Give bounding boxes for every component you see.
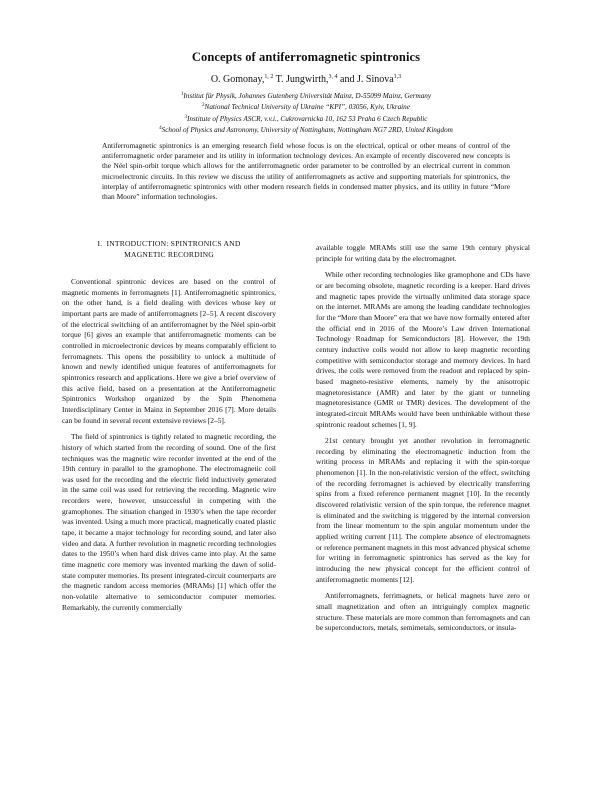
body-paragraph: available toggle MRAMs still use the same 19th century physical principle for writing data by the electromagnet. <box>316 243 530 263</box>
section-title-line1: INTRODUCTION: SPINTRONICS AND <box>106 239 241 248</box>
section-title-line2: MAGNETIC RECORDING <box>124 250 214 259</box>
affiliation-mark: 1 <box>180 92 184 97</box>
section-heading <box>62 238 276 260</box>
author-affil-mark: 1, 2 <box>264 74 274 80</box>
author-name: and J. Sinova <box>340 74 394 85</box>
affiliation-text: Institut für Physik, Johannes Gutenberg Universität Mainz, D-55099 Mainz, Germany <box>183 92 432 100</box>
affiliation-mark: 3 <box>184 114 187 120</box>
affiliation-text: National Technical University of Ukraine “KPI”, 03056, Kyiv, Ukraine <box>204 103 410 112</box>
body-paragraph: Antiferromagnets, ferrimagnets, or helical magnets have zero or small magnetization and often an intriguingly complex magnetic structure. These materials are more common than ferromagnets and can be superconductors, metals, semimetals, semiconductors, or insula- <box>316 591 530 633</box>
affiliation <box>0 113 612 124</box>
author-list <box>0 74 612 85</box>
paper-title: Concepts of antiferromagnetic spintronics <box>191 50 421 64</box>
right-column <box>316 243 530 640</box>
affiliation-text: School of Physics and Astronomy, University of Nottingham, Nottingham NG7 2RD, United Kingdom <box>161 126 453 135</box>
abstract: Antiferromagnetic spintronics is an emerging research field whose focus is on the electrical, optical or other means of control of the antiferromagnetic order parameter and its utility in information technology devices. An example of recently discovered new concepts is the Néel spin-orbit torque which allows for the antiferromagnetic order parameter to be controlled by an electrical current in common microelectronic circuits. In this review we discuss the utility of antiferromagnets as active and supporting materials for spintronics, the interplay of antiferromagnetic spintronics with other modern research fields in condensed matter physics, and its utility in future “More than Moore” information technologies. <box>102 141 510 202</box>
affiliations <box>0 90 612 136</box>
affiliation-mark: 2 <box>202 103 205 109</box>
body-paragraph: 21st century brought yet another revolution in ferromagnetic recording by eliminating the electromagnetic induction from the writing process in MRAMs and replacing it with the spin-torque phenomenon [1]. In the non-relativistic version of the effect, switching of the recording ferromagnet is achieved by electrically transferring spins from a fixed reference permanent magnet [10]. In the recently discovered relativistic version of the spin torque, the reference magnet is eliminated and the switching is triggered by the internal conversion from the linear momentum to the spin angular momentum under the applied writing current [11]. The complete absence of electromagnets or reference permanent magnets in this most advanced physical scheme for writing in ferromagnetic spintronics has served as the key for introducing the new physical concept for the efficient control of antiferromagnetic moments [12]. <box>316 436 530 584</box>
affiliation <box>0 90 612 101</box>
left-column <box>62 238 276 619</box>
author-affil-mark: 3, 4 <box>328 74 338 80</box>
section-heading-line <box>62 238 276 249</box>
body-paragraph: Conventional spintronic devices are based on the control of magnetic moments in ferromagnets [1]. Antiferromagnetic spintronics, on the other hand, is a field dealing with devices whose key or important parts are made of antiferromagnets [2–5]. A recent discovery of the electrical switching of an antiferromagnet by the Néel spin-orbit torque [6] gives an example that antiferromagnetic moments can be controlled in microelectronic devices by means comparably efficient to ferromagnets. This opens the possibility to unlock a multitude of known and newly identified unique features of antiferromagnets for spintronics research and applications. Here we give a brief overview of this active field, based on a presentation at the Antiferromagnetic Spintronics Workshop organized by the Spin Phenomena Interdisciplinary Center in Mainz in September 2016 [7]. More details can be found in several recent extensive reviews [2–5]. <box>62 277 276 425</box>
author-affil-mark: 1,3 <box>393 74 402 80</box>
affiliation-mark: 4 <box>159 126 162 132</box>
body-paragraph: The field of spintronics is tightly related to magnetic recording, the history of which started from the recording of sound. One of the first techniques was the magnetic wire recorder invented at the end of the 19th century in parallel to the gramophone. The electromagnetic coil was used for the recording and the electric field inductively generated in the same coil was used for retrieving the recording. Magnetic wire recorders were, however, unsuccessful in competing with the gramophones. The situation changed in 1930’s when the tape recorder was invented. Using a much more practical, magnetically coated plastic tape, it became a major technology for recording sound, and later also video and data. A further revolution in magnetic recording technologies dates to the 1950’s when hard disk drives came into play. At the same time magnetic core memory was invented marking the dawn of solid-state computer memories. Its present integrated-circuit counterparts are the magnetic random access memories (MRAMs) [1] which offer the non-volatile alternative to semiconductor computer memories. Remarkably, the currently commercially <box>62 432 276 612</box>
author-name: O. Gomonay, <box>210 74 265 85</box>
body-paragraph: While other recording technologies like gramophone and CDs have or are becoming obsolete, magnetic recording is a keeper. Hard drives and magnetic tapes provide the virtually unlimited data storage space on the internet. MRAMs are among the leading candidate technologies for the “More than Moore” era that we have now formally entered after the official end in 2016 of the Moore’s Law driven International Technology Roadmap for Semiconductors [8]. However, the 19th century inductive coils would not allow to keep magnetic recording competitive with semiconductor storage and memory devices. In hard drives, the coils were removed from the readout and replaced by spin-based magneto-resistive elements, namely by the anisotropic magnetoresistance (AMR) and later by the giant or tunneling magnetoresistance (GMR or TMR) devices. The development of the integrated-circuit MRAMs would have been unthinkable without these spintronic readout schemes [1, 9]. <box>316 270 530 429</box>
section-number: I. <box>97 239 103 248</box>
affiliation <box>0 124 612 135</box>
author-name: T. Jungwirth, <box>275 74 329 85</box>
affiliation-text: Institute of Physics ASCR, v.v.i., Cukrovarnicka 10, 162 53 Praha 6 Czech Republic <box>187 114 428 123</box>
affiliation <box>0 101 612 112</box>
